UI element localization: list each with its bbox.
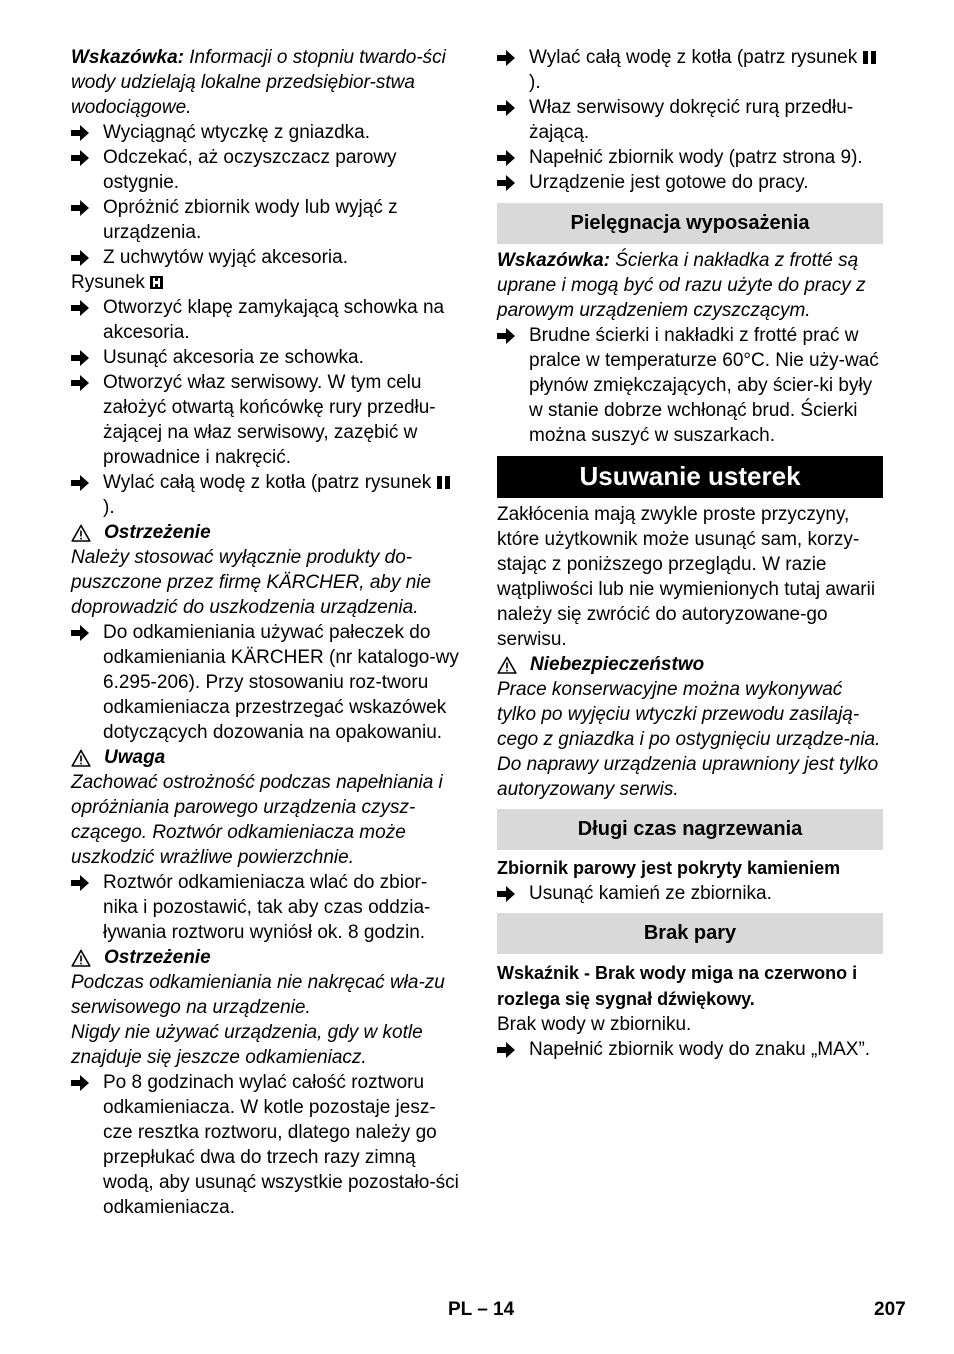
footer-page-number: 207 xyxy=(874,1299,906,1320)
warning-triangle-icon xyxy=(71,749,91,767)
subheading: Wskaźnik - Brak wody miga na czerwono i rozlega się sygnał dźwiękowy. xyxy=(497,963,858,1009)
arrow-right-icon xyxy=(71,145,93,170)
list-item xyxy=(71,195,461,245)
warning-text: Podczas odkamieniania nie nakręcać wła-zu serwisowego na urządzenie. xyxy=(71,972,445,1018)
danger-text: Prace konserwacyjne można wykonywać tylko po wyjęciu wtyczki przewodu zasilają-cego z gniazdka i po ostygnięciu urządze-nia. xyxy=(497,679,881,750)
right-column xyxy=(497,45,883,1062)
danger-heading xyxy=(497,652,883,677)
list-item xyxy=(71,345,461,370)
warning-heading xyxy=(71,745,461,770)
list-item xyxy=(71,470,461,520)
list-item-text: Napełnić zbiornik wody do znaku „MAX”. xyxy=(529,1039,871,1060)
note-paragraph xyxy=(497,248,883,323)
list-item-text: Wylać całą wodę z kotła (patrz rysunek xyxy=(529,47,863,68)
chapter-heading: Usuwanie usterek xyxy=(497,456,883,498)
warning-text: Należy stosować wyłącznie produkty do-puszczone przez firmę KÄRCHER, aby nie doprowadzić do uszkodzenia urządzenia. xyxy=(71,547,432,618)
arrow-right-icon xyxy=(71,120,93,145)
list-item-text: Wylać całą wodę z kotła (patrz rysunek xyxy=(103,472,437,493)
cause-text: Brak wody w zbiorniku. xyxy=(497,1014,692,1035)
warning-text: Nigdy nie używać urządzenia, gdy w kotle znajduje się jeszcze odkamieniacz. xyxy=(71,1022,423,1068)
left-column xyxy=(71,45,461,1220)
danger-title: Niebezpieczeństwo xyxy=(530,654,705,675)
arrow-right-icon xyxy=(497,145,519,170)
warning-triangle-icon xyxy=(497,656,517,674)
note-label: Wskazówka: xyxy=(497,250,610,271)
subheading: Zbiornik parowy jest pokryty kamieniem xyxy=(497,858,841,878)
footer-language-page: PL – 14 xyxy=(448,1299,515,1320)
note-text: Ścierka i nakładka z frotté są uprane i mogą być od razu użyte do pracy z parowym urządzeniem czyszczącym. xyxy=(497,250,866,321)
list-item-text: Po 8 godzinach wylać całość roztworu odkamieniacza. W kotle pozostaje jesz-cze resztka roztworu, dlatego należy go przepłukać dwa do trzech razy zimną wodą, aby usunąć wszystkie pozostało-ści odkamieniacza. xyxy=(103,1072,459,1218)
note-paragraph xyxy=(71,45,461,120)
list-item-text: Otworzyć właz serwisowy. W tym celu założyć otwartą końcówkę rury przedłu-żającej na właz serwisowy, zazębić w prowadnice i nakręcić. xyxy=(103,372,436,468)
list-item xyxy=(71,370,461,470)
arrow-right-icon xyxy=(71,1070,93,1095)
arrow-right-icon xyxy=(497,323,519,348)
list-item xyxy=(497,881,883,906)
note-label: Wskazówka: xyxy=(71,47,184,68)
figure-reference-icon xyxy=(437,476,450,489)
danger-text: Do naprawy urządzenia uprawniony jest tylko autoryzowany serwis. xyxy=(497,754,879,800)
arrow-right-icon xyxy=(71,295,93,320)
list-item-text: Urządzenie jest gotowe do pracy. xyxy=(529,172,809,193)
arrow-right-icon xyxy=(71,345,93,370)
arrow-right-icon xyxy=(497,95,519,120)
list-item xyxy=(497,170,883,195)
warning-triangle-icon xyxy=(71,524,91,542)
list-item-text: Opróżnić zbiornik wody lub wyjąć z urządzenia. xyxy=(103,197,398,243)
list-item-text: ). xyxy=(103,497,115,518)
arrow-right-icon xyxy=(497,170,519,195)
section-heading: Długi czas nagrzewania xyxy=(497,809,883,850)
list-item xyxy=(71,1070,461,1220)
list-item xyxy=(497,145,883,170)
list-item xyxy=(71,620,461,745)
list-item xyxy=(71,295,461,345)
figure-reference-icon xyxy=(863,51,876,64)
warning-heading xyxy=(71,945,461,970)
list-item-text: Napełnić zbiornik wody (patrz strona 9). xyxy=(529,147,863,168)
warning-title: Ostrzeżenie xyxy=(104,947,211,968)
list-item-text: Wyciągnąć wtyczkę z gniazdka. xyxy=(103,122,370,143)
figure-reference xyxy=(71,270,461,295)
arrow-right-icon xyxy=(71,870,93,895)
arrow-right-icon xyxy=(71,245,93,270)
list-item-text: Usunąć akcesoria ze schowka. xyxy=(103,347,364,368)
arrow-right-icon xyxy=(71,620,93,645)
list-item-text: Odczekać, aż oczyszczacz parowy ostygnie. xyxy=(103,147,397,193)
list-item xyxy=(497,95,883,145)
list-item-text: Roztwór odkamieniacza wlać do zbior-nika i pozostawić, tak aby czas oddzia-ływania roztworu wyniósł ok. 8 godzin. xyxy=(103,872,431,943)
list-item xyxy=(497,323,883,448)
list-item xyxy=(71,120,461,145)
arrow-right-icon xyxy=(497,45,519,70)
figure-reference-icon xyxy=(150,276,163,289)
arrow-right-icon xyxy=(497,1037,519,1062)
list-item xyxy=(497,1037,883,1062)
section-heading: Brak pary xyxy=(497,913,883,954)
arrow-right-icon xyxy=(71,195,93,220)
arrow-right-icon xyxy=(71,370,93,395)
arrow-right-icon xyxy=(497,881,519,906)
list-item-text: Właz serwisowy dokręcić rurą przedłu-żającą. xyxy=(529,97,854,143)
warning-text: Zachować ostrożność podczas napełniania i opróżniania parowego urządzenia czysz-czącego. Roztwór odkamieniacza może uszkodzić wrażliwe powierzchnie. xyxy=(71,772,443,868)
note-text: Informacji o stopniu twardo-ści wody udzielają lokalne przedsiębior-stwa wodociągowe. xyxy=(71,47,446,118)
list-item xyxy=(71,245,461,270)
list-item xyxy=(71,870,461,945)
list-item-text: Otworzyć klapę zamykającą schowka na akcesoria. xyxy=(103,297,445,343)
list-item-text: Brudne ścierki i nakładki z frotté prać w pralce w temperaturze 60°C. Nie uży-wać płynów zmiękczających, aby ścier-ki były w stanie dobrze wchłonąć brud. Ścierki można suszyć w suszarkach. xyxy=(529,325,879,446)
section-heading: Pielęgnacja wyposażenia xyxy=(497,203,883,244)
figure-label: Rysunek xyxy=(71,272,145,293)
warning-title: Ostrzeżenie xyxy=(104,522,211,543)
warning-title: Uwaga xyxy=(104,747,166,768)
warning-heading xyxy=(71,520,461,545)
list-item-text: ). xyxy=(529,72,541,93)
warning-triangle-icon xyxy=(71,949,91,967)
list-item-text: Do odkamieniania używać pałeczek do odkamieniania KÄRCHER (nr katalogo-wy 6.295-206). Przy stosowaniu roz-tworu odkamieniacza przestrzegać wskazówek dotyczących dozowania na opakowaniu. xyxy=(103,622,459,743)
list-item-text: Usunąć kamień ze zbiornika. xyxy=(529,883,772,904)
list-item xyxy=(71,145,461,195)
arrow-right-icon xyxy=(71,470,93,495)
list-item xyxy=(497,45,883,95)
list-item-text: Z uchwytów wyjąć akcesoria. xyxy=(103,247,348,268)
intro-paragraph: Zakłócenia mają zwykle proste przyczyny, które użytkownik może usunąć sam, korzy-stając z poniższego przeglądu. W razie wątpliwości lub nie wymienionych tutaj awarii należy się zwrócić do autoryzowane-go serwisu. xyxy=(497,504,876,650)
